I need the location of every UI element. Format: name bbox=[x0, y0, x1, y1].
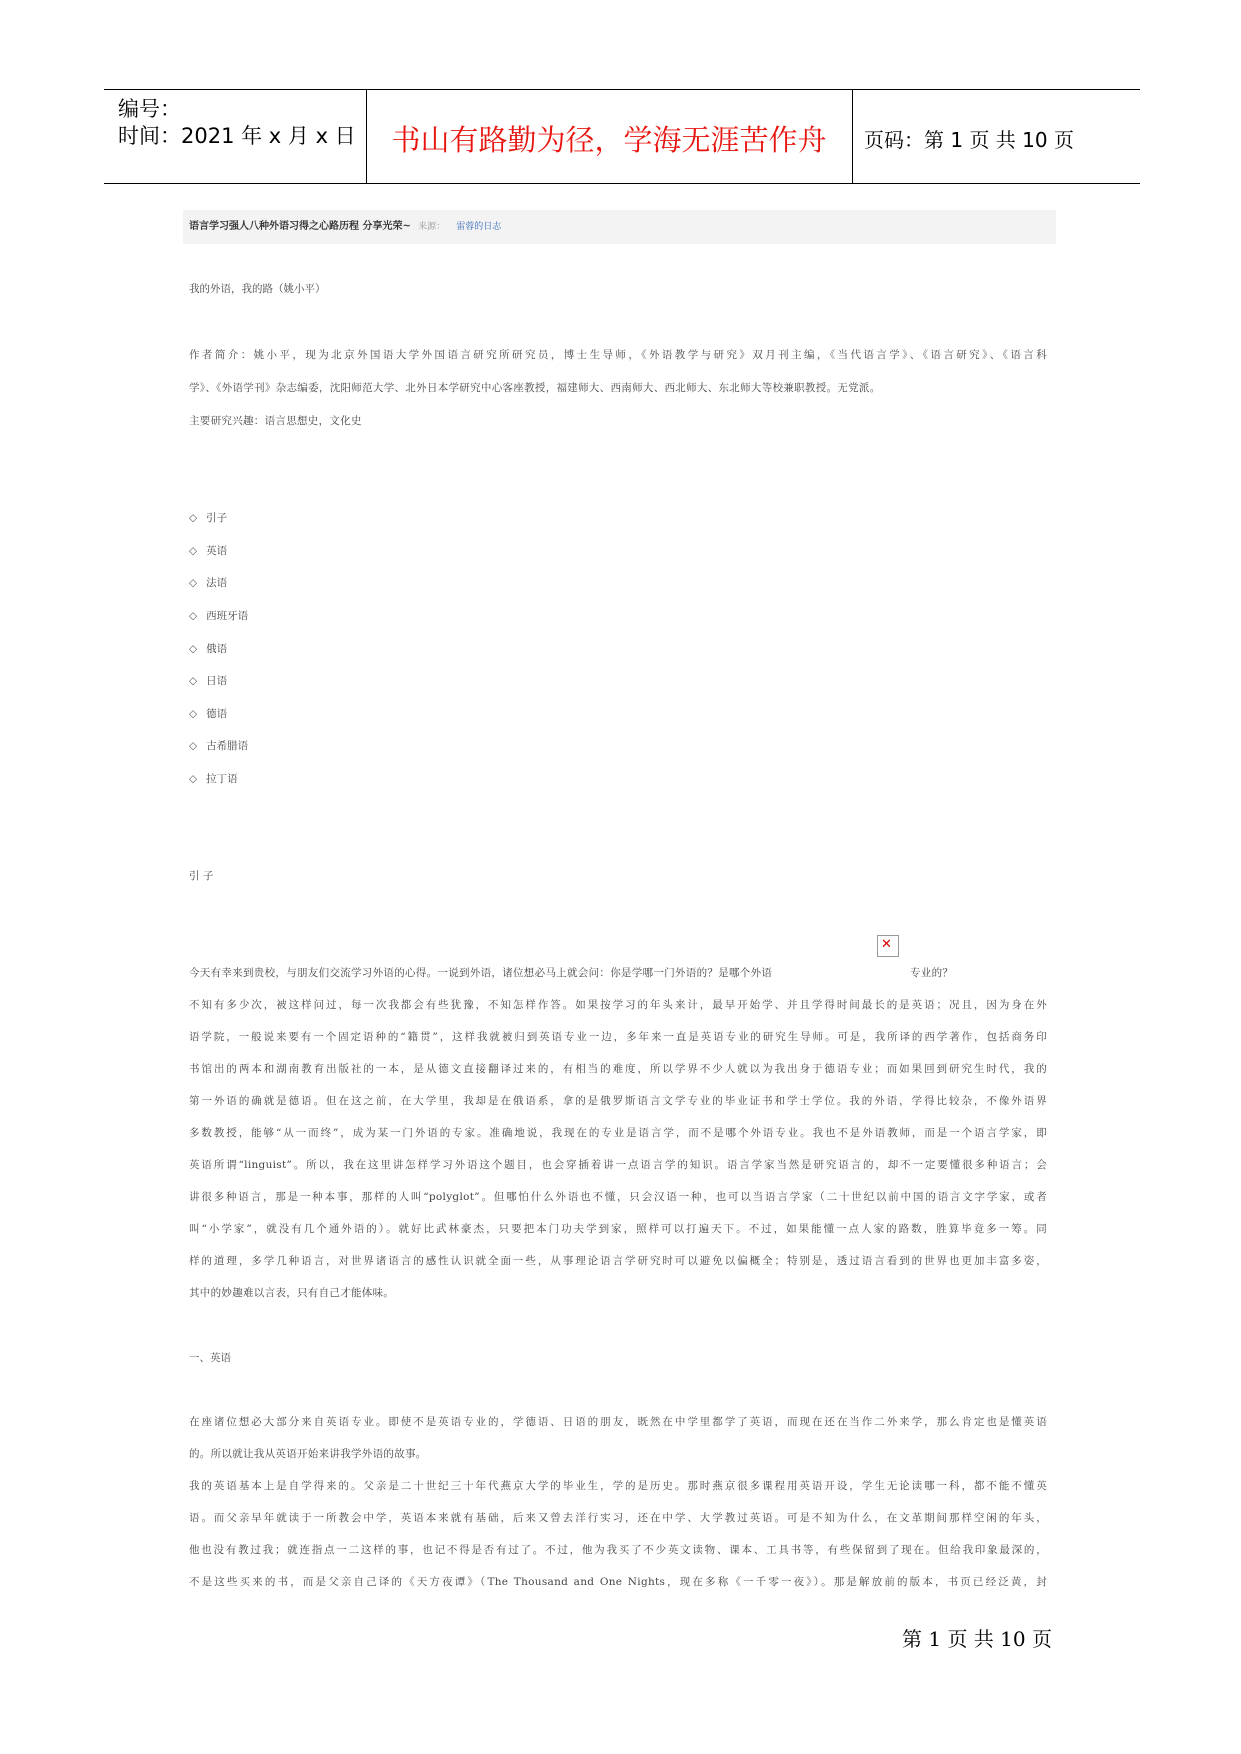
paragraph-line: 的。所以就让我从英语开始来讲我学外语的故事。 bbox=[189, 1448, 427, 1460]
article-title-bar bbox=[183, 210, 1056, 244]
diamond-icon: ◇ bbox=[189, 610, 198, 622]
paragraph-line: 多数教授，能够“从一而终”，成为某一门外语的专家。准确地说，我现在的专业是语言学，而不是哪个外语专业。我也不是外语教师，而是一个语言学家，即 bbox=[189, 1127, 1047, 1139]
header-divider bbox=[852, 90, 853, 183]
footer-page-label: 第 1 页 共 10 页 bbox=[902, 1627, 1052, 1651]
header-slogan: 书山有路勤为径，学海无涯苦作舟 bbox=[391, 123, 827, 157]
document-number-label: 编号： bbox=[118, 97, 181, 121]
toc-item[interactable] bbox=[189, 738, 248, 753]
diamond-icon: ◇ bbox=[189, 643, 198, 655]
toc-item-label: 英语 bbox=[206, 545, 228, 557]
header-page-label: 页码：第 1 页 共 10 页 bbox=[864, 128, 1074, 152]
toc-item-label: 法语 bbox=[206, 577, 228, 589]
toc-item[interactable] bbox=[189, 510, 227, 525]
diamond-icon: ◇ bbox=[189, 512, 198, 524]
toc-item-label: 西班牙语 bbox=[206, 610, 249, 622]
toc-item[interactable] bbox=[189, 543, 227, 558]
paragraph-line: 不是这些买来的书，而是父亲自己译的《天方夜谭》（The Thousand and One Nights，现在多称《一千零一夜》）。那是解放前的版本，书页已经泛黄，封 bbox=[189, 1576, 1047, 1588]
paragraph-line: 书馆出的两本和湖南教育出版社的一本，是从德文直接翻译过来的，有相当的难度，所以学界不少人就以为我出身于德语专业；而如果回到研究生时代，我的 bbox=[189, 1063, 1047, 1075]
toc-item[interactable] bbox=[189, 608, 248, 623]
paragraph-line: 他也没有教过我；就连指点一二这样的事，也记不得是否有过了。不过，他为我买了不少英文读物、课本、工具书等，有些保留到了现在。但给我印象最深的， bbox=[189, 1544, 1047, 1556]
toc-item-label: 引子 bbox=[206, 512, 228, 524]
broken-image-icon bbox=[877, 935, 899, 957]
toc-item[interactable] bbox=[189, 575, 227, 590]
toc-item-label: 拉丁语 bbox=[206, 773, 238, 785]
article-subtitle: 我的外语，我的路（姚小平） bbox=[189, 283, 326, 295]
paragraph-line: 讲很多种语言，那是一种本事，那样的人叫“polyglot”。但哪怕什么外语也不懂，只会汉语一种，也可以当语言学家（二十世纪以前中国的语言文字学家，或者 bbox=[189, 1191, 1047, 1203]
research-interests: 主要研究兴趣：语言思想史，文化史 bbox=[189, 415, 362, 427]
paragraph-line: 叫“小学家”，就没有几个通外语的）。就好比武林豪杰，只要把本门功夫学到家，照样可以打遍天下。不过，如果能懂一点人家的路数，胜算毕竟多一筹。同 bbox=[189, 1223, 1047, 1235]
author-intro-line: 学》、《外语学刊》杂志编委，沈阳师范大学、北外日本学研究中心客座教授，福建师大、西南师大、西北师大、东北师大等校兼职教授。无党派。 bbox=[189, 382, 881, 394]
toc-item-label: 德语 bbox=[206, 708, 228, 720]
paragraph-line: 其中的妙趣难以言表，只有自己才能体味。 bbox=[189, 1287, 395, 1299]
document-header bbox=[104, 89, 1140, 184]
diamond-icon: ◇ bbox=[189, 675, 198, 687]
toc-item-label: 古希腊语 bbox=[206, 740, 249, 752]
diamond-icon: ◇ bbox=[189, 773, 198, 785]
paragraph-line: 今天有幸来到贵校，与朋友们交流学习外语的心得。一说到外语，诸位想必马上就会问：你是学哪一门外语的？是哪个外语 bbox=[189, 967, 773, 979]
paragraph-line: 语。而父亲早年就读于一所教会中学，英语本来就有基础，后来又曾去洋行实习，还在中学、大学教过英语。可是不知为什么，在文革期间那样空闲的年头， bbox=[189, 1512, 1047, 1524]
toc-item-label: 俄语 bbox=[206, 643, 228, 655]
paragraph-line: 不知有多少次，被这样问过，每一次我都会有些犹豫，不知怎样作答。如果按学习的年头来计，最早开始学、并且学得时间最长的是英语；况且，因为身在外 bbox=[189, 999, 1047, 1011]
paragraph-line: 英语所谓“linguist”。所以，我在这里讲怎样学习外语这个题目，也会穿插着讲一点语言学的知识。语言学家当然是研究语言的，却不一定要懂很多种语言；会 bbox=[189, 1159, 1047, 1171]
section-heading-intro: 引 子 bbox=[189, 870, 214, 882]
toc-item[interactable] bbox=[189, 706, 227, 721]
paragraph-line: 在座诸位想必大部分来自英语专业。即使不是英语专业的，学德语、日语的朋友，既然在中学里都学了英语，而现在还在当作二外来学，那么肯定也是懂英语 bbox=[189, 1416, 1047, 1428]
source-label: 来源： bbox=[418, 222, 446, 232]
diamond-icon: ◇ bbox=[189, 708, 198, 720]
diamond-icon: ◇ bbox=[189, 740, 198, 752]
paragraph-line: 样的道理，多学几种语言，对世界诸语言的感性认识就全面一些，从事理论语言学研究时可以避免以偏概全；特别是，透过语言看到的世界也更加丰富多姿， bbox=[189, 1255, 1047, 1267]
section-heading-english: 一、英语 bbox=[189, 1352, 231, 1364]
paragraph-line: 专业的？ bbox=[910, 967, 954, 979]
toc-item[interactable] bbox=[189, 673, 227, 688]
author-intro-line: 作者简介：姚小平，现为北京外国语大学外国语言研究所研究员，博士生导师，《外语教学与研究》双月刊主编，《当代语言学》、《语言研究》、《语言科 bbox=[189, 349, 1047, 361]
paragraph-line: 第一外语的确就是德语。但在这之前，在大学里，我却是在俄语系，拿的是俄罗斯语言文学专业的毕业证书和学士学位。我的外语，学得比较杂，不像外语界 bbox=[189, 1095, 1047, 1107]
article-title: 语言学习强人八种外语习得之心路历程 分享光荣~ bbox=[189, 221, 411, 232]
diamond-icon: ◇ bbox=[189, 545, 198, 557]
diamond-icon: ◇ bbox=[189, 577, 198, 589]
document-time-label: 时间：2021 年 x 月 x 日 bbox=[118, 124, 356, 148]
source-link[interactable]: 雷蓉的日志 bbox=[456, 222, 502, 232]
toc-item[interactable] bbox=[189, 771, 238, 786]
paragraph-line: 语学院，一般说来要有一个固定语种的“籍贯”，这样我就被归到英语专业一边，多年来一直是英语专业的研究生导师。可是，我所译的西学著作，包括商务印 bbox=[189, 1031, 1047, 1043]
paragraph-line: 我的英语基本上是自学得来的。父亲是二十世纪三十年代燕京大学的毕业生，学的是历史。那时燕京很多课程用英语开设，学生无论读哪一科，都不能不懂英 bbox=[189, 1480, 1047, 1492]
toc-item[interactable] bbox=[189, 641, 227, 656]
toc-item-label: 日语 bbox=[206, 675, 228, 687]
